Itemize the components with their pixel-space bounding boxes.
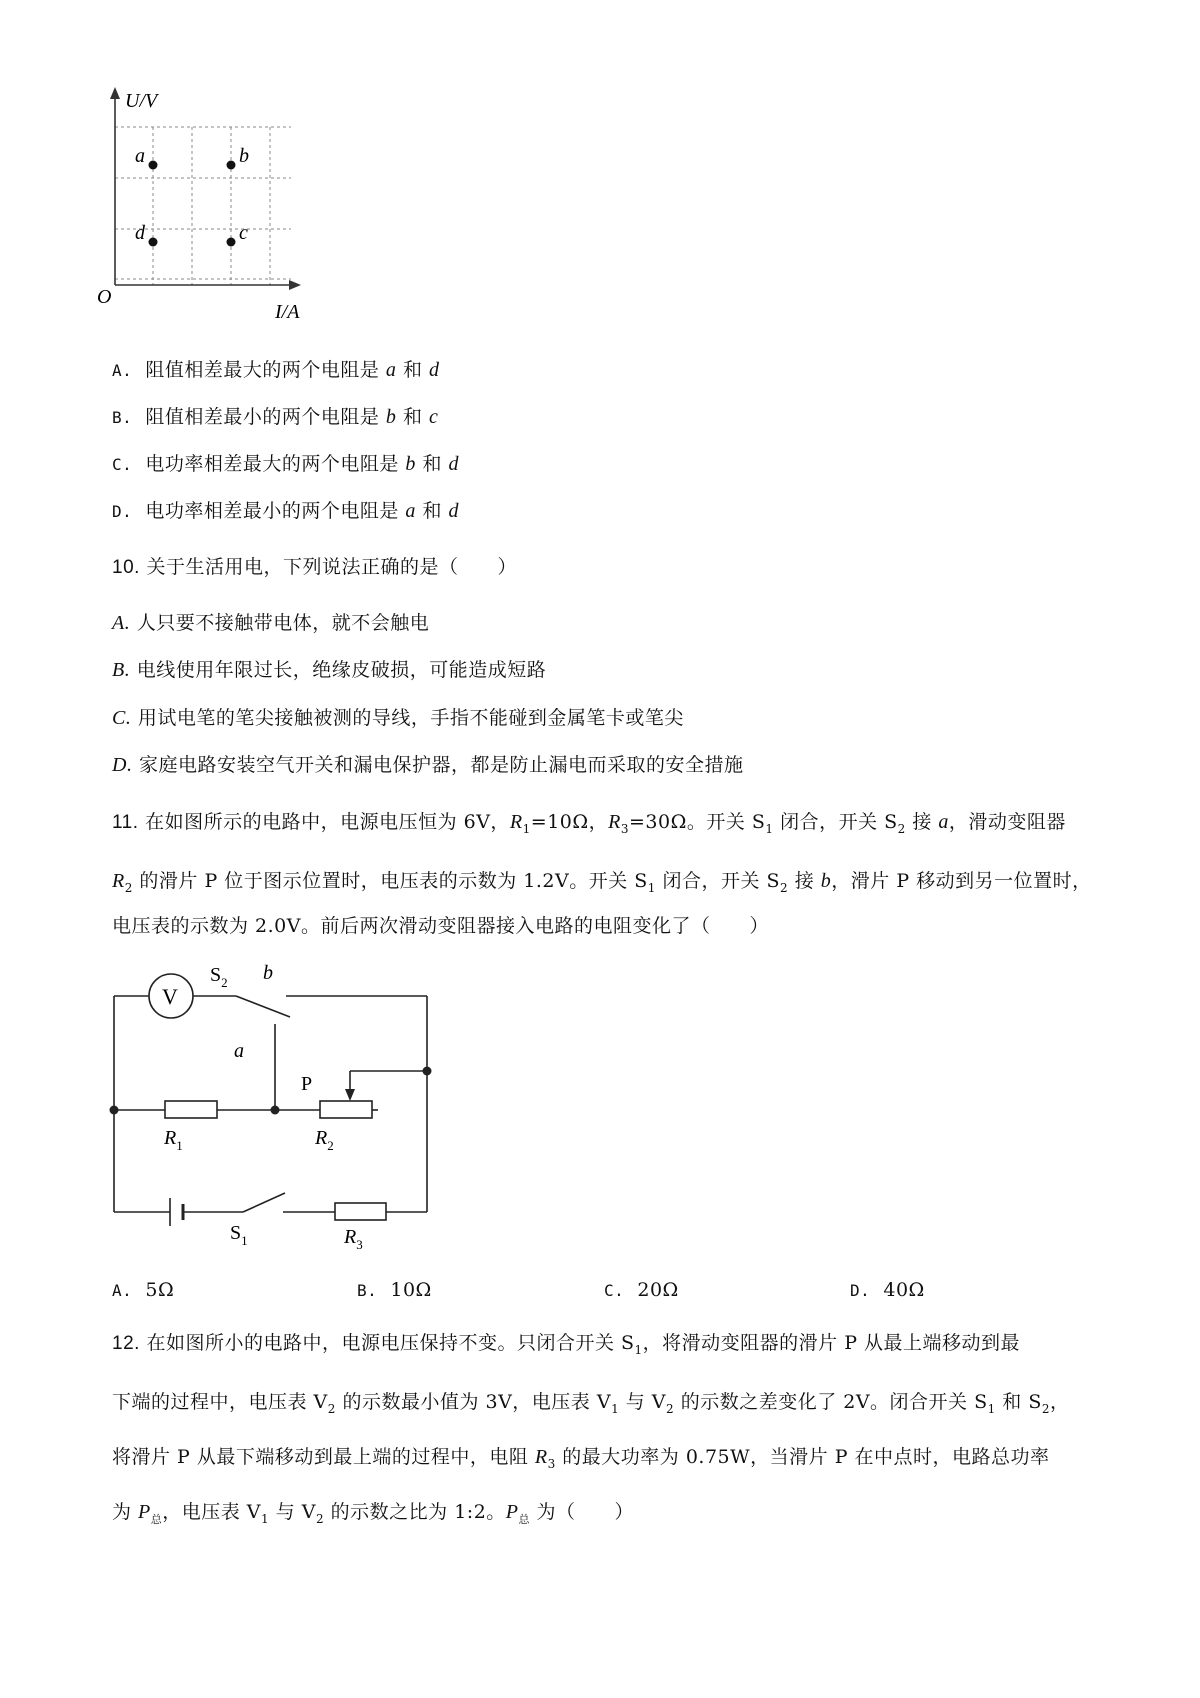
- text: ，将滑动变阻器的滑片 P 从最上端移动到最: [642, 1332, 1021, 1354]
- sub: 1: [261, 1511, 270, 1526]
- var: b: [820, 870, 832, 892]
- option-and: 和: [396, 406, 429, 428]
- sub: 2: [124, 880, 133, 895]
- text: 接: [905, 811, 939, 833]
- q10-option-b[interactable]: [112, 657, 546, 683]
- option-var: b: [405, 453, 416, 475]
- option-and: 和: [396, 359, 429, 381]
- option-text: 阻值相差最小的两个电阻是: [145, 406, 386, 428]
- var: P: [505, 1501, 519, 1523]
- option-text: 用试电笔的笔尖接触被测的导线，手指不能碰到金属笔卡或笔尖: [137, 707, 684, 729]
- resistor-r1: [165, 1101, 217, 1118]
- option-letter: A.: [112, 612, 131, 634]
- var: R: [608, 811, 621, 833]
- option-var: d: [429, 359, 440, 381]
- option-text: 电功率相差最大的两个电阻是: [145, 453, 406, 475]
- sub: 2: [315, 1511, 325, 1526]
- voltmeter-label: V: [162, 984, 178, 1009]
- option-text: 40Ω: [883, 1279, 925, 1301]
- sub: 1: [634, 1342, 643, 1357]
- q11-circuit-diagram: [100, 955, 440, 1250]
- option-letter: D.: [112, 502, 133, 521]
- sub: 3: [547, 1456, 556, 1471]
- resistor-r2: [320, 1101, 372, 1118]
- q9-option-c[interactable]: [112, 451, 459, 478]
- r3-label: $R_3$: [344, 1226, 363, 1250]
- question-number: 11.: [112, 812, 139, 833]
- question-number: 12.: [112, 1333, 140, 1354]
- slider-arrow-icon: [345, 1089, 355, 1101]
- text: 将滑片 P 从最下端移动到最上端的过程中，电阻: [112, 1446, 535, 1468]
- q12-stem-line-3: [112, 1444, 1050, 1477]
- text: 下端的过程中，电压表 V: [112, 1391, 328, 1413]
- text: ，: [1050, 1391, 1070, 1413]
- y-axis-label: U/V: [125, 90, 158, 112]
- option-text: 20Ω: [637, 1279, 679, 1301]
- text: 电压表的示数为 2.0V。前后两次滑动变阻器接入电路的电阻变化了（ ）: [112, 915, 769, 937]
- question-number: 10.: [112, 557, 140, 578]
- q11-stem-line-2: [112, 868, 1092, 901]
- sub: 2: [780, 880, 789, 895]
- option-var: d: [448, 453, 459, 475]
- b-label: b: [263, 962, 273, 984]
- text: 与 V: [269, 1501, 316, 1523]
- ui-graph: [95, 85, 335, 340]
- sub: 2: [666, 1401, 675, 1416]
- text: 的示数最小值为 3V，电压表 V: [335, 1391, 612, 1413]
- option-letter: B.: [112, 659, 131, 681]
- option-text: 电功率相差最小的两个电阻是: [145, 500, 406, 522]
- option-text: 人只要不接触带电体，就不会触电: [136, 612, 430, 634]
- sub: 总: [150, 1512, 163, 1526]
- q12-stem-line-4: [112, 1499, 634, 1533]
- text: 的最大功率为 0.75W，当滑片 P 在中点时，电路总功率: [555, 1446, 1050, 1468]
- option-var: a: [385, 359, 397, 381]
- text: 的示数之比为 1:2。: [324, 1501, 506, 1523]
- option-text: 5Ω: [145, 1279, 175, 1301]
- sub: 1: [522, 821, 531, 836]
- point-a-label: a: [135, 145, 145, 167]
- option-letter: C.: [112, 707, 132, 729]
- option-letter: B.: [357, 1281, 378, 1300]
- option-letter: C.: [112, 455, 133, 474]
- var: R: [112, 870, 125, 892]
- q9-option-d[interactable]: [112, 498, 459, 525]
- text: 与 V: [619, 1391, 667, 1413]
- origin-label: O: [97, 286, 112, 308]
- text: 在如图所小的电路中，电源电压保持不变。只闭合开关 S: [146, 1332, 635, 1354]
- junction-dot: [110, 1106, 119, 1115]
- option-text: 家庭电路安装空气开关和漏电保护器，都是防止漏电而采取的安全措施: [139, 754, 744, 776]
- point-d: [149, 238, 158, 247]
- option-var: a: [405, 500, 416, 522]
- text: ，电压表 V: [162, 1501, 262, 1523]
- y-axis-arrow: [110, 87, 120, 99]
- text: ，滑动变阻器: [948, 811, 1066, 833]
- text: 和 S: [995, 1391, 1042, 1413]
- option-and: 和: [415, 500, 449, 522]
- r2-label: $R_2$: [315, 1127, 334, 1153]
- q11-option-b[interactable]: [357, 1277, 432, 1304]
- option-var: c: [429, 406, 439, 428]
- text: 为（ ）: [530, 1501, 635, 1523]
- sub: 1: [765, 821, 774, 836]
- sub: 1: [611, 1401, 620, 1416]
- q10-option-d[interactable]: [112, 752, 744, 778]
- q11-option-c[interactable]: [604, 1277, 679, 1304]
- x-axis-label: I/A: [275, 301, 300, 323]
- q11-stem-line-1: [112, 809, 1066, 842]
- point-b-label: b: [239, 145, 249, 167]
- option-letter: A.: [112, 361, 133, 380]
- text: 的示数之差变化了 2V。闭合开关 S: [674, 1391, 988, 1413]
- var: P: [138, 1501, 151, 1523]
- text: 闭合，开关 S: [773, 811, 898, 833]
- var: a: [938, 811, 949, 833]
- option-text: 阻值相差最大的两个电阻是: [145, 359, 386, 381]
- option-letter: C.: [604, 1281, 625, 1300]
- q11-stem-line-3: [112, 913, 769, 939]
- sub: 3: [620, 821, 629, 836]
- q11-option-d[interactable]: [850, 1277, 925, 1304]
- point-b: [227, 161, 236, 170]
- option-text: 电线使用年限过长，绝缘皮破损，可能造成短路: [136, 659, 547, 681]
- option-letter: D.: [112, 754, 133, 776]
- text: =30Ω。开关 S: [629, 811, 766, 833]
- q11-option-a[interactable]: [112, 1277, 174, 1304]
- p-label: P: [301, 1073, 313, 1095]
- q10-option-c[interactable]: [112, 705, 684, 731]
- s2-label: $S_2$: [210, 964, 228, 990]
- q10-option-a[interactable]: [112, 610, 429, 636]
- point-d-label: d: [135, 222, 145, 244]
- text: ，滑片 P 移动到另一位置时，: [831, 870, 1092, 892]
- var: R: [534, 1446, 548, 1468]
- option-and: 和: [415, 453, 449, 475]
- q12-stem-line-1: [112, 1330, 1020, 1363]
- sub: 1: [647, 880, 656, 895]
- sub: 2: [1041, 1401, 1050, 1416]
- s1-label: $S_1$: [230, 1222, 248, 1248]
- text: 的滑片 P 位于图示位置时，电压表的示数为 1.2V。开关 S: [132, 870, 648, 892]
- option-text: 10Ω: [390, 1279, 432, 1301]
- sub: 1: [987, 1401, 996, 1416]
- sub: 2: [897, 821, 906, 836]
- var: R: [509, 811, 523, 833]
- a-label: a: [234, 1040, 244, 1062]
- x-axis-arrow: [289, 280, 301, 290]
- q9-option-b[interactable]: [112, 404, 438, 431]
- q12-stem-line-2: [112, 1389, 1070, 1422]
- option-letter: B.: [112, 408, 133, 427]
- text: 接: [788, 870, 821, 892]
- point-c: [227, 238, 236, 247]
- option-letter: D.: [850, 1281, 871, 1300]
- option-var: b: [385, 406, 397, 428]
- text: =10Ω，: [530, 811, 609, 833]
- q9-option-a[interactable]: [112, 357, 440, 384]
- text: 在如图所示的电路中，电源电压恒为 6V，: [145, 811, 510, 833]
- sub: 总: [518, 1512, 531, 1526]
- option-var: d: [448, 500, 459, 522]
- r1-label: $R_1$: [164, 1127, 183, 1153]
- junction-dot: [423, 1067, 432, 1076]
- question-text: 关于生活用电，下列说法正确的是（ ）: [146, 556, 517, 578]
- point-a: [149, 161, 158, 170]
- text: 为: [112, 1501, 139, 1523]
- point-c-label: c: [239, 222, 248, 244]
- text: 闭合，开关 S: [655, 870, 781, 892]
- option-letter: A.: [112, 1281, 133, 1300]
- resistor-r3: [335, 1203, 386, 1220]
- junction-dot: [271, 1106, 280, 1115]
- q10-stem: [112, 554, 517, 581]
- sub: 2: [327, 1401, 336, 1416]
